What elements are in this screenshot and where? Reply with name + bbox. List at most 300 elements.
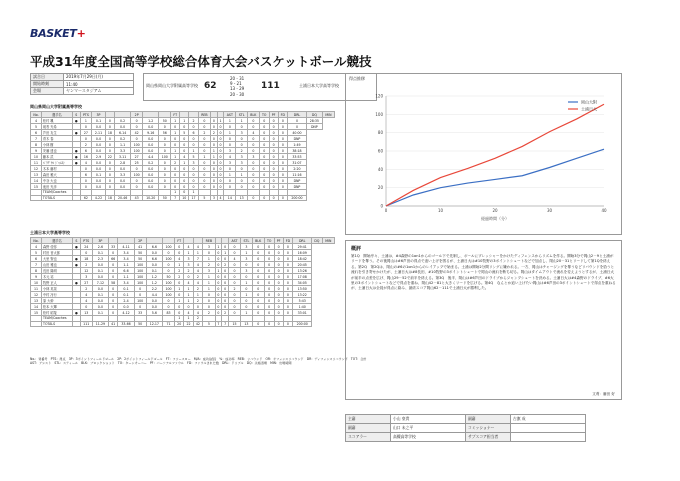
box-cell: 200:00 — [293, 321, 312, 327]
box-header-cell: No. — [31, 112, 42, 118]
box-cell: 0-0 — [143, 142, 159, 148]
box-cell: 24 — [80, 244, 92, 250]
box-cell: 0 — [159, 148, 171, 154]
box-cell: 0 — [236, 124, 248, 130]
box-cell: 0 — [215, 310, 222, 316]
box-header-cell: No. — [31, 238, 42, 244]
box-cell: 0 — [274, 304, 283, 310]
box-cell: 0 — [189, 124, 198, 130]
box-cell: 0-0 — [92, 304, 108, 310]
box-cell: 4 — [193, 244, 202, 250]
box-cell: 3 — [203, 268, 216, 274]
score-progress-chart — [345, 73, 622, 235]
box-cell: 0-0 — [115, 166, 131, 172]
box-cell: 0 — [264, 280, 274, 286]
box-cell: 6-6 — [146, 256, 162, 262]
box-cell: 0 — [222, 280, 229, 286]
box-header-cell: PTS — [80, 238, 92, 244]
box-cell: 18:42 — [293, 256, 312, 262]
box-cell: 0 — [193, 304, 202, 310]
box-cell: 4 — [184, 310, 193, 316]
box-cell: 0 — [217, 136, 224, 142]
box-cell: 0 — [105, 178, 114, 184]
box-cell: 0 — [283, 244, 293, 250]
y-tick-label: 120 — [375, 93, 383, 99]
box-cell: 1 — [241, 310, 253, 316]
box-cell: 0 — [228, 292, 240, 298]
box-cell: 0-0 — [143, 166, 159, 172]
box-cell: 100 — [131, 142, 143, 148]
box-cell: 6-14 — [115, 130, 131, 136]
box-cell: 0-2 — [115, 136, 131, 142]
box-cell: 3 — [184, 262, 193, 268]
box-cell: 0-1 — [92, 292, 108, 298]
box-cell: 0 — [278, 154, 288, 160]
box-cell: TOTALS — [42, 321, 73, 327]
box-cell: 14 — [224, 195, 236, 201]
basket-plus-logo — [30, 27, 85, 40]
box-cell: 3 — [236, 154, 248, 160]
box-cell: 16:09 — [293, 250, 312, 256]
box-cell: 22 — [184, 321, 193, 327]
box-cell: 0 — [269, 118, 278, 124]
box-cell: 藤本 武 — [41, 154, 72, 160]
quarter-score: 9 - 21 — [230, 81, 242, 87]
box-cell: 0 — [211, 172, 218, 178]
box-header-cell: MIN — [322, 238, 334, 244]
box-cell: DNP — [288, 136, 307, 142]
box-cell: 0 — [228, 304, 240, 310]
box-cell: 1:49 — [288, 142, 307, 148]
box-cell: 100 — [131, 148, 143, 154]
box-cell: 2 — [193, 298, 202, 304]
box-cell: 0-0 — [143, 178, 159, 184]
box-cell: 0 — [283, 256, 293, 262]
box-cell: 1 — [171, 130, 180, 136]
box-cell: 0 — [264, 256, 274, 262]
box-cell: 0 — [162, 304, 174, 310]
info-label: 試合日 — [31, 74, 64, 81]
box-cell: 3 — [224, 148, 236, 154]
box-cell: 0 — [269, 195, 278, 201]
box-cell: 10 — [180, 195, 189, 201]
box-cell: 木元 祐 — [42, 274, 73, 280]
box-cell: 0 — [131, 178, 143, 184]
box-cell: 0 — [203, 292, 216, 298]
box-cell: 0-1 — [92, 250, 108, 256]
box-cell: 0 — [278, 130, 288, 136]
box-cell: 0 — [171, 184, 180, 190]
box-cell: 7 — [31, 262, 42, 268]
box-cell: 0 — [198, 148, 210, 154]
box-cell: 森野 佳弥 — [42, 244, 73, 250]
box-cell: 3 — [241, 256, 253, 262]
box-cell: 0-0 — [92, 160, 105, 166]
box-cell: 0 — [259, 184, 269, 190]
box-cell — [31, 195, 42, 201]
official-label: スコアラー — [346, 433, 391, 442]
box-cell: 3 — [236, 130, 248, 136]
box-cell: 0 — [175, 310, 184, 316]
box-cell: 7 — [171, 195, 180, 201]
box-cell: 0 — [131, 184, 143, 190]
box-cell: 4 — [247, 130, 259, 136]
box-header-cell: 3P — [92, 238, 108, 244]
box-cell: 3 — [80, 274, 92, 280]
box-cell: 4 — [193, 310, 202, 316]
box-cell: 2 — [175, 274, 184, 280]
box-cell: 0-0 — [143, 136, 159, 142]
box-cell: 0 — [264, 250, 274, 256]
official-label: 主審 — [346, 415, 391, 424]
box-cell: TEAM/Coaches — [41, 190, 72, 196]
box-cell: 0 — [228, 298, 240, 304]
box-cell: 0-0 — [115, 124, 131, 130]
box-cell: 4 — [80, 160, 92, 166]
box-cell: 4 — [180, 154, 189, 160]
box-cell: 41 — [134, 244, 146, 250]
box-cell: 27 — [80, 130, 92, 136]
legend-label: 岡山大附 — [581, 99, 597, 105]
box-cell: 青木 春 — [41, 136, 72, 142]
box-cell: 0 — [247, 142, 259, 148]
box-header-cell: 2P — [134, 238, 146, 244]
box-cell: 0 — [217, 160, 224, 166]
box-cell: 12-17 — [146, 321, 162, 327]
box-cell: 0 — [217, 154, 224, 160]
box-cell: 0 — [236, 178, 248, 184]
box-cell: 0 — [80, 124, 92, 130]
box-cell: 1 — [224, 172, 236, 178]
box-cell: 山田 雅也 — [42, 262, 73, 268]
box-cell: 14 — [31, 178, 42, 184]
team1-box-title: 岡山県岡山大学附属高等学校 — [30, 104, 82, 109]
box-cell: 0 — [224, 136, 236, 142]
box-cell: 0 — [198, 136, 210, 142]
box-cell: DNP — [288, 184, 307, 190]
box-cell: 0 — [105, 172, 114, 178]
box-cell: 1 — [203, 280, 216, 286]
box-cell: 0 — [278, 136, 288, 142]
box-cell: 0 — [180, 136, 189, 142]
box-cell: 1 — [241, 250, 253, 256]
box-cell: 0 — [203, 250, 216, 256]
box-cell: 0 — [269, 148, 278, 154]
y-tick-label: 0 — [380, 203, 383, 209]
box-cell: 0 — [252, 321, 264, 327]
box-cell: 1 — [189, 148, 198, 154]
box-cell: 0 — [198, 184, 210, 190]
box-cell: 3 — [203, 244, 216, 250]
box-header-cell: PF — [274, 238, 283, 244]
box-cell: 3-4 — [118, 256, 134, 262]
box-cell: 13 — [80, 310, 92, 316]
box-cell: 2 — [193, 274, 202, 280]
box-cell: 28:35 — [306, 118, 322, 124]
box-cell: 5-6 — [146, 310, 162, 316]
box-cell: 0 — [224, 142, 236, 148]
box-cell: 0 — [198, 166, 210, 172]
y-tick-label: 80 — [377, 130, 383, 136]
logo-text: BASKET — [30, 27, 77, 40]
box-cell: 3 — [247, 154, 259, 160]
box-cell — [31, 321, 42, 327]
box-cell: 4-4 — [143, 154, 159, 160]
box-cell: 0 — [269, 166, 278, 172]
box-cell: 3 — [241, 244, 253, 250]
box-cell: 0-0 — [92, 298, 108, 304]
box-cell: 2 — [228, 286, 240, 292]
box-cell: DNP — [306, 124, 322, 130]
box-cell: 0 — [217, 124, 224, 130]
box-cell: 43 — [131, 195, 143, 201]
box-cell: 5 — [189, 154, 198, 160]
box-cell: 0 — [247, 195, 259, 201]
box-cell: 33:53 — [288, 154, 307, 160]
box-cell: 0 — [278, 178, 288, 184]
box-cell: 7 — [215, 321, 222, 327]
box-cell: 13 — [241, 321, 253, 327]
box-cell: 0 — [269, 130, 278, 136]
box-cell: 0 — [131, 166, 143, 172]
box-cell: 4-12 — [118, 310, 134, 316]
box-header-cell: BLK — [252, 238, 264, 244]
box-cell: 3 — [211, 195, 218, 201]
box-cell: 0 — [247, 148, 259, 154]
official-value: 山口 未之平 — [391, 424, 466, 433]
box-cell: 3-3 — [115, 148, 131, 154]
box-cell: 0 — [105, 166, 114, 172]
box-cell: 6 — [80, 172, 92, 178]
box-cell: 10 — [31, 154, 42, 160]
box-cell: TOTALS — [41, 195, 72, 201]
box-cell: 0 — [278, 118, 288, 124]
box-header-cell: TO — [259, 112, 269, 118]
box-cell: 0 — [162, 298, 174, 304]
box-header-cell: 選手名 — [42, 238, 73, 244]
info-value: ヤンマースタジアム — [64, 88, 134, 95]
page-title: 平成31年度全国高等学校総合体育大会バスケットボール競技 — [30, 54, 372, 69]
box-cell: 0 — [274, 256, 283, 262]
box-cell: 大里 聖也 — [42, 256, 73, 262]
box-cell: 0 — [252, 304, 264, 310]
box-cell: 20 — [175, 321, 184, 327]
box-cell: 0 — [274, 298, 283, 304]
box-cell: 1 — [236, 172, 248, 178]
box-cell: 4 — [80, 298, 92, 304]
box-cell: 15 — [31, 310, 42, 316]
box-cell: 0 — [224, 166, 236, 172]
box-cell: 0 — [171, 178, 180, 184]
box-header-cell: FD — [278, 112, 288, 118]
box-cell: 0 — [175, 244, 184, 250]
box-cell: 1-1 — [115, 142, 131, 148]
box-cell: 7 — [193, 256, 202, 262]
box-cell: 0 — [264, 244, 274, 250]
box-cell: 0 — [159, 142, 171, 148]
box-header-cell: STL — [241, 238, 253, 244]
box-cell: 13:22 — [293, 292, 312, 298]
table-row — [31, 321, 335, 327]
box-cell: 松村 昭斐 — [42, 310, 73, 316]
box-cell: 1 — [171, 118, 180, 124]
box-cell: 0 — [283, 292, 293, 298]
info-value: 2019年7月29日(月) — [64, 74, 134, 81]
official-value: 小山 豪貴 — [391, 415, 466, 424]
box-cell: 0 — [283, 298, 293, 304]
box-cell: 池田 光彦 — [41, 184, 72, 190]
box-cell: ● — [73, 244, 81, 250]
box-cell: 5 — [31, 124, 42, 130]
box-cell: 村田 晋太郎 — [42, 250, 73, 256]
chart-title: 得点推移 — [349, 76, 365, 81]
box-cell: 33 — [109, 244, 118, 250]
score-team1-name: 岡山県岡山大学附属高等学校 — [146, 83, 198, 88]
box-cell: 7-12 — [92, 280, 108, 286]
box-cell: 11-29 — [92, 321, 108, 327]
box-cell: 0 — [247, 160, 259, 166]
box-cell: 0 — [134, 286, 146, 292]
box-header-cell: BLK — [247, 112, 259, 118]
box-cell: 0 — [105, 118, 114, 124]
box-cell: 0 — [175, 304, 184, 310]
box-cell: 13:26 — [293, 268, 312, 274]
box-cell: 0 — [274, 268, 283, 274]
score-team2-name: 土浦日本大学高等学校 — [299, 83, 339, 88]
box-cell: 0 — [198, 172, 210, 178]
box-cell: 0 — [211, 178, 218, 184]
box-cell: 木本 藤村 — [41, 166, 72, 172]
box-cell: 38:18 — [288, 148, 307, 154]
box-cell: 18 — [80, 256, 92, 262]
box-cell: 1 — [175, 316, 184, 322]
box-cell: 0-1 — [92, 268, 108, 274]
box-cell: 4 — [228, 256, 240, 262]
y-tick-label: 60 — [377, 148, 383, 154]
box-cell: 0 — [159, 124, 171, 130]
box-cell: 11 — [31, 286, 42, 292]
box-cell: 15 — [228, 321, 240, 327]
box-cell: 0 — [105, 142, 114, 148]
box-cell: 0 — [217, 148, 224, 154]
box-cell: 0 — [259, 160, 269, 166]
box-cell: 6 — [31, 130, 42, 136]
x-tick-label: 0 — [384, 208, 388, 213]
box-cell: 1 — [171, 154, 180, 160]
box-cell: 4 — [193, 268, 202, 274]
box-cell: 0 — [283, 268, 293, 274]
box-cell: 3-4 — [118, 250, 134, 256]
box-cell: 0 — [236, 136, 248, 142]
official-value: 古旗 成 — [511, 415, 586, 424]
box-cell: 42 — [131, 130, 143, 136]
box-cell: 42 — [193, 321, 202, 327]
box-cell: 18 — [105, 130, 114, 136]
box-header-cell: AST — [224, 112, 236, 118]
box-cell: 0 — [131, 136, 143, 142]
box-cell: 0 — [259, 178, 269, 184]
box-cell: 0 — [180, 142, 189, 148]
box-cell: 0 — [283, 274, 293, 280]
box-cell: 2 — [175, 268, 184, 274]
box-cell: 0 — [228, 268, 240, 274]
box-cell: 1 — [175, 298, 184, 304]
box-cell: 0-1 — [118, 292, 134, 298]
box-cell: 0 — [283, 321, 293, 327]
team1-box-score — [30, 111, 335, 201]
box-cell: 10-20 — [143, 195, 159, 201]
box-cell: 0 — [247, 178, 259, 184]
quarter-scores — [230, 76, 244, 97]
box-cell: 0 — [269, 184, 278, 190]
box-cell: 0 — [224, 184, 236, 190]
review-title: 概評 — [351, 246, 362, 252]
info-value: 11:40 — [64, 81, 134, 88]
box-cell: 58 — [109, 280, 118, 286]
box-cell: 0 — [171, 136, 180, 142]
official-label: サブスコア担当者 — [466, 433, 511, 442]
box-cell: 4-11 — [118, 244, 134, 250]
box-cell: 1 — [203, 274, 216, 280]
box-cell: 50 — [159, 195, 171, 201]
box-cell: 0 — [175, 280, 184, 286]
y-tick-label: 20 — [377, 185, 383, 191]
box-cell: 100 — [134, 298, 146, 304]
box-cell: 20-46 — [115, 195, 131, 201]
box-cell: 0 — [247, 184, 259, 190]
box-cell: 0 — [159, 166, 171, 172]
box-cell: 0 — [215, 298, 222, 304]
box-cell: 0-0 — [115, 184, 131, 190]
box-cell: 25 — [131, 160, 143, 166]
box-cell: 0 — [274, 244, 283, 250]
box-cell: 0 — [131, 124, 143, 130]
box-cell: 0 — [80, 136, 92, 142]
box-cell: 0-0 — [92, 262, 108, 268]
box-cell: 1 — [175, 262, 184, 268]
box-cell: 4 — [224, 154, 236, 160]
box-cell: 12 — [31, 292, 42, 298]
box-cell: 0 — [269, 136, 278, 142]
box-cell: ● — [72, 154, 80, 160]
box-cell: 0-0 — [92, 286, 108, 292]
box-cell: 0 — [109, 310, 118, 316]
quarter-score: 20 - 30 — [230, 91, 245, 97]
box-cell: 0 — [189, 142, 198, 148]
official-value: 高槻高等学校 — [391, 433, 466, 442]
box-cell: 0 — [189, 184, 198, 190]
box-cell: 0 — [288, 118, 307, 124]
box-cell: 0 — [105, 136, 114, 142]
box-cell: 50 — [134, 250, 146, 256]
box-cell: 0 — [259, 118, 269, 124]
box-header-cell: REB — [203, 238, 216, 244]
box-cell: 13 — [236, 195, 248, 201]
box-cell: 2 — [171, 160, 180, 166]
box-cell: 0 — [159, 136, 171, 142]
box-cell: 41 — [109, 321, 118, 327]
box-cell: 0 — [259, 136, 269, 142]
review-author: 文責：藤田 好 — [592, 392, 615, 396]
box-cell: 0 — [264, 304, 274, 310]
box-cell: 0 — [259, 154, 269, 160]
box-cell: 安藤 達也 — [41, 148, 72, 154]
box-cell: 56 — [159, 130, 171, 136]
box-cell: 3 — [236, 160, 248, 166]
box-cell: 18 — [105, 195, 114, 201]
x-axis-label: 経過時間（分） — [481, 216, 509, 221]
box-cell: 0 — [259, 124, 269, 130]
